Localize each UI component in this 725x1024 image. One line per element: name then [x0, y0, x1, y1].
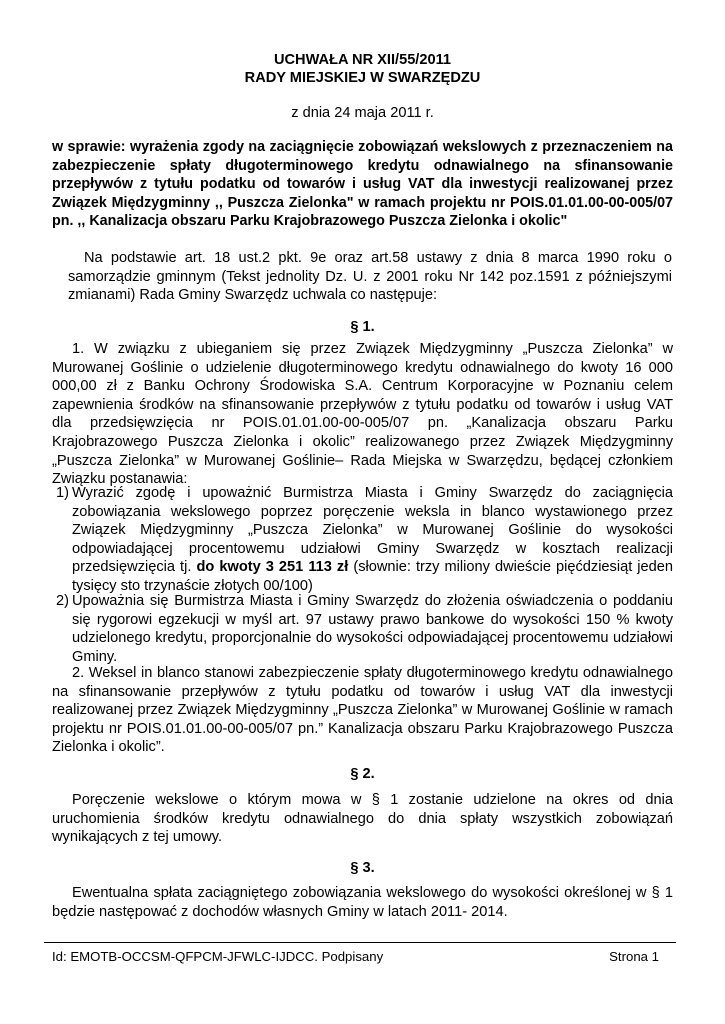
item-1-amount: do kwoty 3 251 113 zł — [196, 559, 349, 576]
section-1-paragraph-1: 1. W związku z ubieganiem się przez Związek Międzygminny „Puszcza Zielonka” w Murowanej Goślinie o udzielenie długoterminowego kredytu odnawialnego do kwoty 16 000 000,00 zł z Banku Ochrony Środowiska S.A. Centrum Korporacyjne w Poznaniu celem zapewnienia środków na sfinansowanie przepływów z tytułu podatku od towarów i usług VAT dla przedsięwzięcia nr POIS.01.01.00-00-005/07 pn. „Kanalizacja obszaru Parku Krajobrazowego Puszcza Zielonka i okolic” realizowanego przez Związek Międzygminny „Puszcza Zielonka” w Murowanej Goślinie– Rada Miejska w Swarzędzu, będącej członkiem Związku postanawia: — [52, 341, 673, 488]
resolution-title: UCHWAŁA NR XII/55/2011 — [273, 52, 452, 68]
section-1-item-2 — [56, 592, 673, 666]
section-2-paragraph: Poręczenie wekslowe o którym mowa w § 1 zostanie udzielone na okres od dnia uruchomienia środków kredytu odnawialnego do dnia spłaty wszystkich zobowiązań wynikających z tej umowy. — [52, 792, 673, 846]
resolution-subject: w sprawie: wyrażenia zgody na zaciągnięcie zobowiązań wekslowych z przeznaczeniem na zabezpieczenie spłaty długoterminowego kredytu odnawialnego na sfinansowanie przepływów z tytułu podatku od towarów i usług VAT dla inwestycji realizowanej przez Związek Międzygminny ,, Puszcza Zielonka" w ramach projektu nr POIS.01.01.00-00-005/07 pn. ,, Kanalizacja obszaru Parku Krajobrazowego Puszcza Zielonka i okolic" — [52, 139, 673, 230]
document-id: Id: EMOTB-OCCSM-QFPCM-JFWLC-IJDCC. Podpisany — [52, 949, 384, 964]
page-number: Strona 1 — [609, 949, 659, 964]
preamble: Na podstawie art. 18 ust.2 pkt. 9e oraz art.58 ustawy z dnia 8 marca 1990 roku o samorządzie gminnym (Tekst jednolity Dz. U. z 2001 roku Nr 142 poz.1591 z późniejszymi zmianami) Rada Gminy Swarzędz uchwala co następuje: — [68, 250, 672, 304]
section-3-heading: § 3. — [350, 860, 375, 876]
item-1-number: 1) — [56, 485, 69, 501]
item-1-text-a: Wyrazić zgodę i upoważnić Burmistrza Miasta i Gminy Swarzędz do zaciągnięcia zobowiązania wekslowego poprzez poręczenie weksla in blanco wystawionego przez Związek Międzygminny „Puszcza Zielonka” w Murowanej Goślinie do wysokości odpowiadającej procentowemu udziałowi Gminy Swarzędz w kosztach realizacji przedsięwzięcia tj. — [72, 485, 673, 576]
section-3-paragraph: Ewentualna spłata zaciągniętego zobowiązania wekslowego do wysokości określonej w § 1 będzie następować z dochodów własnych Gminy w latach 2011- 2014. — [52, 885, 673, 920]
item-1-text-b: (słownie: trzy miliony dwieście pięćdziesiąt jeden tysięcy sto trzynaście złotych 00/100) — [72, 559, 674, 594]
council-name: RADY MIEJSKIEJ W SWARZĘDZU — [244, 70, 481, 86]
section-2-heading: § 2. — [350, 766, 375, 782]
section-1-paragraph-2: 2. Weksel in blanco stanowi zabezpieczenie spłaty długoterminowego kredytu odnawialnego na sfinansowanie przepływów z tytułu podatku od towarów i usług VAT dla inwestycji realizowanej przez Związek Międzygminny „Puszcza Zielonka” w Murowanej Goślinie w ramach projektu nr POIS.01.01.00-00-005/07 pn.” Kanalizacja obszaru Parku Krajobrazowego Puszcza Zielonka i okolic”. — [52, 665, 673, 756]
section-1-item-1 — [56, 484, 674, 596]
resolution-date: z dnia 24 maja 2011 r. — [291, 105, 434, 121]
item-2-number: 2) — [56, 593, 69, 609]
section-1-heading: § 1. — [350, 319, 375, 335]
item-2-text: Upoważnia się Burmistrza Miasta i Gminy Swarzędz do złożenia oświadczenia o poddaniu się rygorowi egzekucji w myśl art. 97 ustawy prawo bankowe do wysokości 150 % kwoty udzielonego kredytu, proporcjonalnie do wysokości odpowiadającej procentowemu udziałowi Gminy. — [72, 593, 673, 665]
footer-divider — [44, 942, 676, 943]
